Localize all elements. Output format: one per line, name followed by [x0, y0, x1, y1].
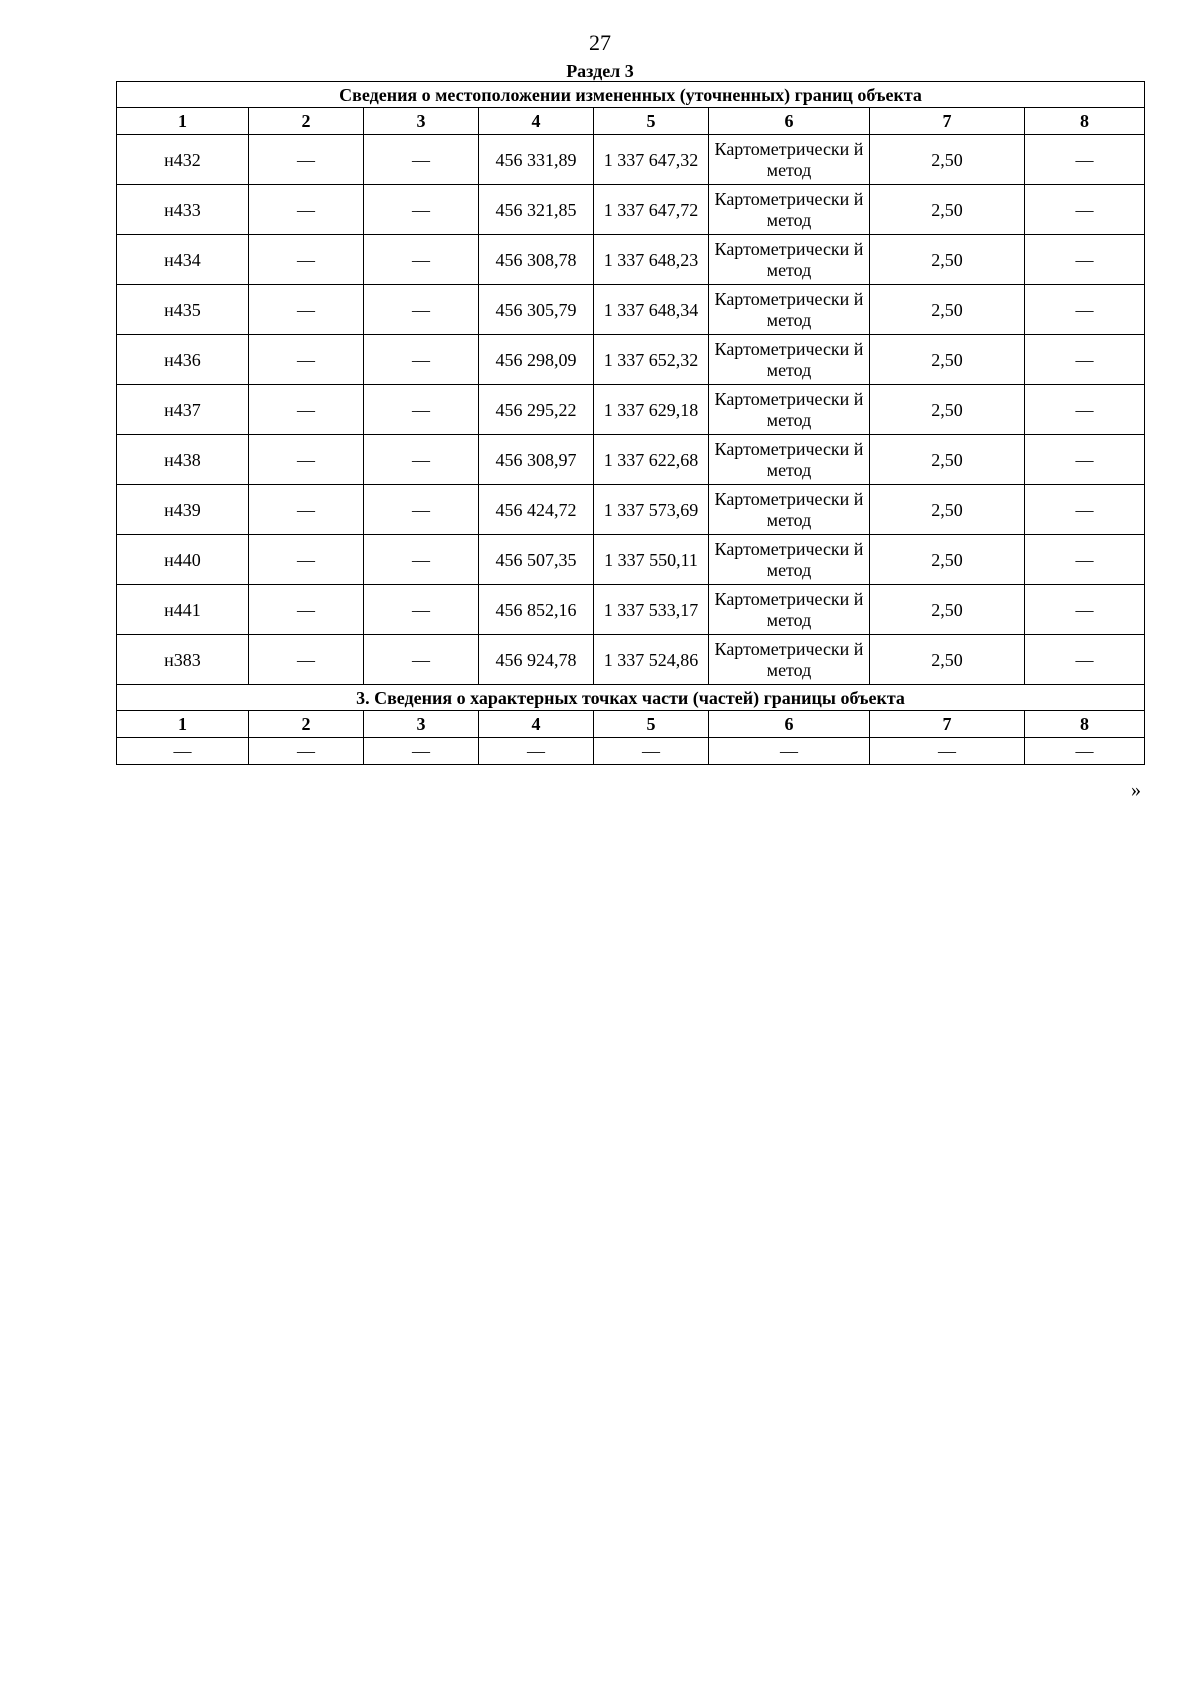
table-caption: 3. Сведения о характерных точках части (частей) границы объекта — [117, 685, 1145, 711]
table-cell: 2,50 — [870, 435, 1025, 485]
table-cell: — — [1025, 585, 1145, 635]
table-cell: 1 337 573,69 — [594, 485, 709, 535]
table-cell: — — [364, 135, 479, 185]
column-header: 1 — [117, 108, 249, 135]
table-cell: — — [479, 738, 594, 765]
table-cell: 2,50 — [870, 535, 1025, 585]
closing-quote: » — [1131, 779, 1141, 801]
table-cell: — — [249, 235, 364, 285]
table-cell: 2,50 — [870, 485, 1025, 535]
table-cell: 2,50 — [870, 135, 1025, 185]
column-header: 4 — [479, 108, 594, 135]
table-cell: — — [1025, 385, 1145, 435]
table-cell: — — [1025, 185, 1145, 235]
column-header: 2 — [249, 711, 364, 738]
table-cell: Картометрически й метод — [709, 535, 870, 585]
column-header: 2 — [249, 108, 364, 135]
column-header: 8 — [1025, 108, 1145, 135]
table2-caption-row — [117, 685, 1145, 711]
table-cell: — — [364, 485, 479, 535]
table-cell: н435 — [117, 285, 249, 335]
table-cell: Картометрически й метод — [709, 285, 870, 335]
table-cell: 2,50 — [870, 235, 1025, 285]
table-cell: н439 — [117, 485, 249, 535]
table-cell: н432 — [117, 135, 249, 185]
table-cell: — — [249, 535, 364, 585]
table-cell: н434 — [117, 235, 249, 285]
table-cell: 456 924,78 — [479, 635, 594, 685]
boundary-table — [116, 81, 1145, 765]
table-row — [117, 738, 1145, 765]
column-header: 8 — [1025, 711, 1145, 738]
table-cell: 456 305,79 — [479, 285, 594, 335]
table-row — [117, 585, 1145, 635]
table-cell: — — [249, 335, 364, 385]
table-cell: — — [364, 435, 479, 485]
table-cell: — — [249, 585, 364, 635]
table-cell: 456 298,09 — [479, 335, 594, 385]
column-header: 3 — [364, 711, 479, 738]
table-cell: 1 337 647,72 — [594, 185, 709, 235]
table-cell: н383 — [117, 635, 249, 685]
column-header: 5 — [594, 711, 709, 738]
table-cell: — — [364, 535, 479, 585]
table-cell: — — [364, 635, 479, 685]
table-cell: 456 852,16 — [479, 585, 594, 635]
table-row — [117, 285, 1145, 335]
table-row — [117, 135, 1145, 185]
column-header-row — [117, 108, 1145, 135]
table-cell: — — [364, 738, 479, 765]
table-cell: 1 337 647,32 — [594, 135, 709, 185]
page-number: 27 — [589, 30, 611, 55]
table-cell: 456 295,22 — [479, 385, 594, 435]
table-cell: 1 337 550,11 — [594, 535, 709, 585]
table-cell: Картометрически й метод — [709, 635, 870, 685]
table-row — [117, 435, 1145, 485]
table-cell: — — [1025, 435, 1145, 485]
table-cell: н433 — [117, 185, 249, 235]
column-header: 1 — [117, 711, 249, 738]
table-cell: — — [249, 635, 364, 685]
table-cell: — — [709, 738, 870, 765]
table-cell: — — [1025, 635, 1145, 685]
table-caption: Сведения о местоположении измененных (уточненных) границ объекта — [117, 82, 1145, 108]
table-row — [117, 485, 1145, 535]
table-cell: 1 337 622,68 — [594, 435, 709, 485]
table-row — [117, 185, 1145, 235]
column-header: 5 — [594, 108, 709, 135]
section-title: Раздел 3 — [566, 61, 634, 81]
table-cell: 1 337 648,23 — [594, 235, 709, 285]
table-row — [117, 535, 1145, 585]
table-cell: — — [1025, 535, 1145, 585]
table-cell: — — [1025, 738, 1145, 765]
table-cell: Картометрически й метод — [709, 135, 870, 185]
table-cell: Картометрически й метод — [709, 335, 870, 385]
table-cell: — — [1025, 285, 1145, 335]
table-cell: 456 308,78 — [479, 235, 594, 285]
table-cell: — — [249, 135, 364, 185]
table-cell: — — [249, 185, 364, 235]
table-cell: — — [117, 738, 249, 765]
table-cell: — — [1025, 235, 1145, 285]
table-cell: 2,50 — [870, 185, 1025, 235]
table-cell: 2,50 — [870, 285, 1025, 335]
table-cell: Картометрически й метод — [709, 435, 870, 485]
table-cell: 456 424,72 — [479, 485, 594, 535]
column-header: 3 — [364, 108, 479, 135]
table-cell: Картометрически й метод — [709, 235, 870, 285]
table-cell: — — [249, 285, 364, 335]
table-cell: — — [594, 738, 709, 765]
table-cell: — — [364, 185, 479, 235]
table-cell: 1 337 629,18 — [594, 385, 709, 435]
table-cell: 1 337 652,32 — [594, 335, 709, 385]
table-cell: 456 321,85 — [479, 185, 594, 235]
table-cell: Картометрически й метод — [709, 585, 870, 635]
table-cell: — — [1025, 485, 1145, 535]
table-row — [117, 335, 1145, 385]
column-header-row — [117, 711, 1145, 738]
table-cell: Картометрически й метод — [709, 185, 870, 235]
table-cell: 456 331,89 — [479, 135, 594, 185]
table-cell: 456 507,35 — [479, 535, 594, 585]
table-cell: — — [364, 385, 479, 435]
table-cell: — — [1025, 135, 1145, 185]
table-cell: н437 — [117, 385, 249, 435]
table-cell: Картометрически й метод — [709, 485, 870, 535]
table-cell: — — [249, 385, 364, 435]
table-cell: 2,50 — [870, 635, 1025, 685]
table-cell: — — [364, 585, 479, 635]
table-row — [117, 385, 1145, 435]
table-row — [117, 235, 1145, 285]
table-cell: — — [1025, 335, 1145, 385]
table-cell: н438 — [117, 435, 249, 485]
column-header: 4 — [479, 711, 594, 738]
table-cell: 2,50 — [870, 585, 1025, 635]
table-cell: — — [364, 335, 479, 385]
column-header: 6 — [709, 711, 870, 738]
table-cell: 1 337 533,17 — [594, 585, 709, 635]
table-cell: н440 — [117, 535, 249, 585]
table-cell: — — [870, 738, 1025, 765]
table-cell: — — [249, 435, 364, 485]
table-cell: 1 337 524,86 — [594, 635, 709, 685]
table-cell: н441 — [117, 585, 249, 635]
column-header: 7 — [870, 108, 1025, 135]
table1-caption-row — [117, 82, 1145, 108]
table-cell: 2,50 — [870, 385, 1025, 435]
table-row — [117, 635, 1145, 685]
table-cell: 2,50 — [870, 335, 1025, 385]
column-header: 6 — [709, 108, 870, 135]
table-cell: 456 308,97 — [479, 435, 594, 485]
table-cell: Картометрически й метод — [709, 385, 870, 435]
table-cell: 1 337 648,34 — [594, 285, 709, 335]
column-header: 7 — [870, 711, 1025, 738]
table-cell: — — [249, 485, 364, 535]
table-cell: — — [364, 285, 479, 335]
table-cell: — — [364, 235, 479, 285]
table-cell: — — [249, 738, 364, 765]
table-cell: н436 — [117, 335, 249, 385]
